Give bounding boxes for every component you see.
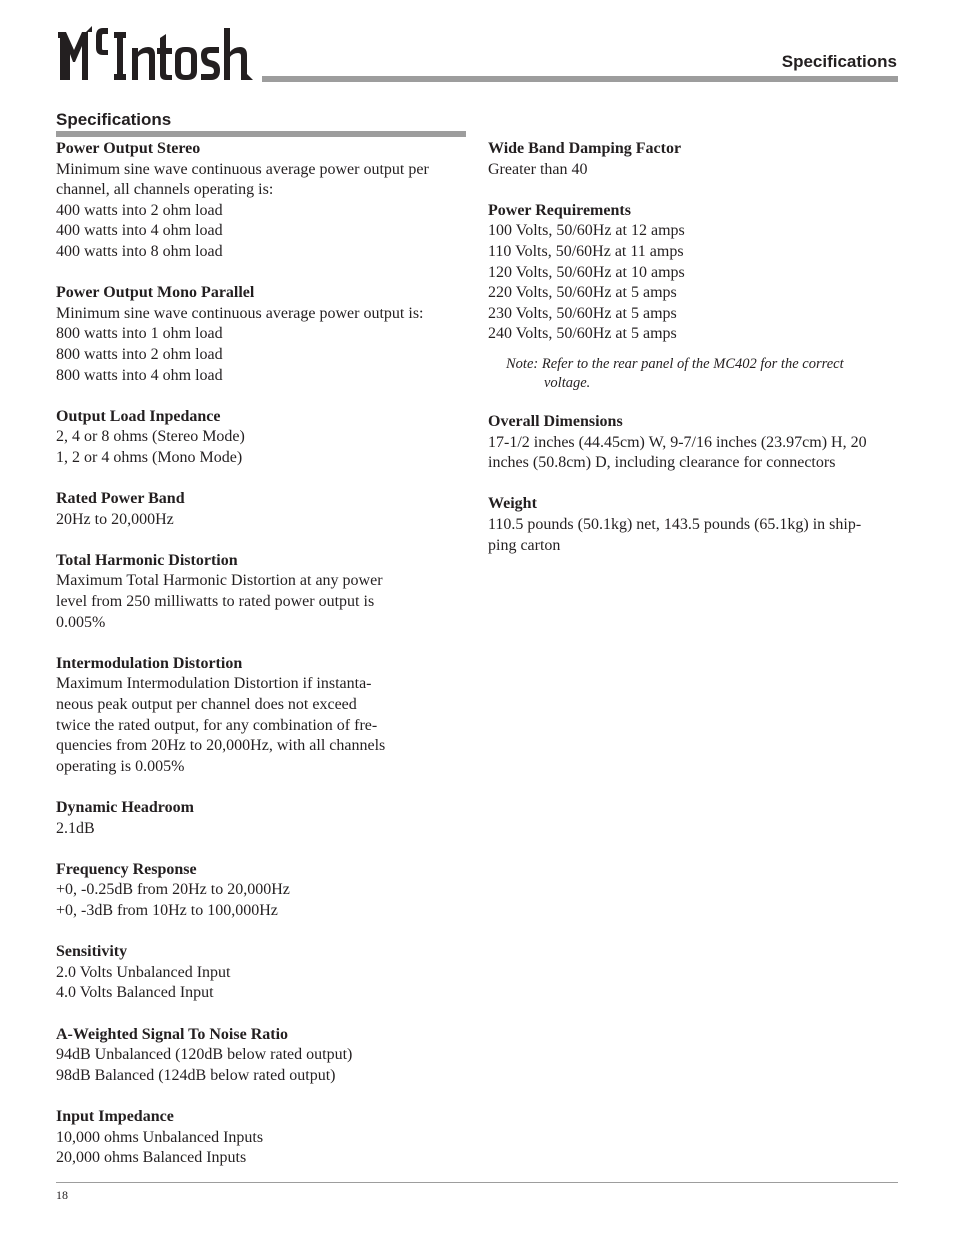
spec-title: Total Harmonic Distortion xyxy=(56,551,238,569)
spec-line: 98dB Balanced (124dB below rated output) xyxy=(56,1066,336,1084)
spec-line: inches (50.8cm) D, including clearance for connectors xyxy=(488,454,836,472)
mcintosh-logo xyxy=(56,24,261,86)
spec-overall-dimensions xyxy=(488,412,900,474)
spec-title: Power Requirements xyxy=(488,201,631,219)
spec-power-output-mono xyxy=(56,283,468,386)
page-number: 18 xyxy=(56,1188,68,1202)
spec-line: 110 Volts, 50/60Hz at 11 amps xyxy=(488,242,684,260)
right-column xyxy=(488,139,900,577)
spec-title: Dynamic Headroom xyxy=(56,799,194,816)
spec-line: 10,000 ohms Unbalanced Inputs xyxy=(56,1128,264,1146)
spec-input-impedance xyxy=(56,1107,468,1169)
spec-title: Weight xyxy=(488,495,537,513)
spec-line: 100 Volts, 50/60Hz at 12 amps xyxy=(488,222,685,240)
footer-rule xyxy=(56,1182,898,1183)
spec-line: 2.1dB xyxy=(56,819,95,837)
spec-title: A-Weighted Signal To Noise Ratio xyxy=(56,1025,289,1043)
spec-power-requirements xyxy=(488,201,900,345)
spec-line: 230 Volts, 50/60Hz at 5 amps xyxy=(488,304,677,322)
spec-line: +0, -3dB from 10Hz to 100,000Hz xyxy=(56,901,278,919)
spec-line: 400 watts into 8 ohm load xyxy=(56,242,223,260)
spec-title: Power Output Stereo xyxy=(56,140,201,157)
spec-line: 4.0 Volts Balanced Input xyxy=(56,984,214,1002)
spec-line: twice the rated output, for any combination of fre- xyxy=(56,716,378,734)
spec-title: Power Output Mono Parallel xyxy=(56,284,255,302)
spec-line: 1, 2 or 4 ohms (Mono Mode) xyxy=(56,448,243,466)
spec-line: 240 Volts, 50/60Hz at 5 amps xyxy=(488,325,677,343)
spec-line: Maximum Intermodulation Distortion if instanta- xyxy=(56,675,372,693)
spec-total-harmonic-distortion xyxy=(56,551,468,633)
spec-line: ping carton xyxy=(488,536,561,554)
spec-line: Greater than 40 xyxy=(488,160,588,178)
spec-title: Sensitivity xyxy=(56,943,128,961)
spec-line: 94dB Unbalanced (120dB below rated output) xyxy=(56,1046,353,1064)
header-rule xyxy=(262,76,898,82)
spec-title: Frequency Response xyxy=(56,860,197,878)
spec-line: quencies from 20Hz to 20,000Hz, with all channels xyxy=(56,737,386,755)
spec-title: Wide Band Damping Factor xyxy=(488,140,682,157)
spec-line: +0, -0.25dB from 20Hz to 20,000Hz xyxy=(56,881,290,899)
spec-line: 20Hz to 20,000Hz xyxy=(56,510,174,528)
note-line: Note: Refer to the rear panel of the MC402 for the correct xyxy=(506,355,844,372)
spec-line: 400 watts into 4 ohm load xyxy=(56,222,223,240)
spec-damping-factor xyxy=(488,139,900,180)
spec-line: 0.005% xyxy=(56,613,106,631)
spec-dynamic-headroom xyxy=(56,798,468,839)
spec-line: Minimum sine wave continuous average power output per xyxy=(56,160,429,178)
spec-line: 17-1/2 inches (44.45cm) W, 9-7/16 inches (23.97cm) H, 20 xyxy=(488,433,867,451)
spec-title: Rated Power Band xyxy=(56,490,185,508)
spec-weight xyxy=(488,494,900,556)
spec-line: 800 watts into 4 ohm load xyxy=(56,366,223,384)
spec-frequency-response xyxy=(56,860,468,922)
left-column xyxy=(56,139,468,1189)
note-line: voltage. xyxy=(544,375,591,392)
spec-output-load-impedance xyxy=(56,407,468,469)
spec-line: 120 Volts, 50/60Hz at 10 amps xyxy=(488,263,685,281)
spec-line: 2, 4 or 8 ohms (Stereo Mode) xyxy=(56,428,245,446)
spec-line: 2.0 Volts Unbalanced Input xyxy=(56,963,231,981)
spec-line: 800 watts into 1 ohm load xyxy=(56,325,223,343)
spec-power-output-stereo xyxy=(56,139,468,263)
spec-sensitivity xyxy=(56,942,468,1004)
spec-line: operating is 0.005% xyxy=(56,757,185,775)
spec-line: neous peak output per channel does not exceed xyxy=(56,696,357,714)
spec-line: Minimum sine wave continuous average power output is: xyxy=(56,304,424,322)
spec-line: 220 Volts, 50/60Hz at 5 amps xyxy=(488,284,677,302)
spec-title: Input Impedance xyxy=(56,1107,174,1125)
spec-signal-to-noise xyxy=(56,1025,468,1087)
spec-line: 400 watts into 2 ohm load xyxy=(56,201,223,219)
voltage-note xyxy=(506,355,900,394)
spec-title: Output Load Inpedance xyxy=(56,407,221,425)
spec-line: Maximum Total Harmonic Distortion at any power xyxy=(56,572,383,590)
spec-intermodulation-distortion xyxy=(56,654,468,778)
spec-line: 110.5 pounds (50.1kg) net, 143.5 pounds (65.1kg) in ship- xyxy=(488,515,862,533)
spec-line: channel, all channels operating is: xyxy=(56,181,274,199)
spec-rated-power-band xyxy=(56,489,468,530)
spec-title: Overall Dimensions xyxy=(488,412,623,430)
section-title: Specifications xyxy=(56,110,172,129)
spec-title: Intermodulation Distortion xyxy=(56,654,243,672)
section-rule xyxy=(56,131,466,137)
spec-line: 20,000 ohms Balanced Inputs xyxy=(56,1149,247,1167)
page-header-title: Specifications xyxy=(781,52,897,71)
spec-line: 800 watts into 2 ohm load xyxy=(56,345,223,363)
spec-line: level from 250 milliwatts to rated power output is xyxy=(56,593,375,611)
